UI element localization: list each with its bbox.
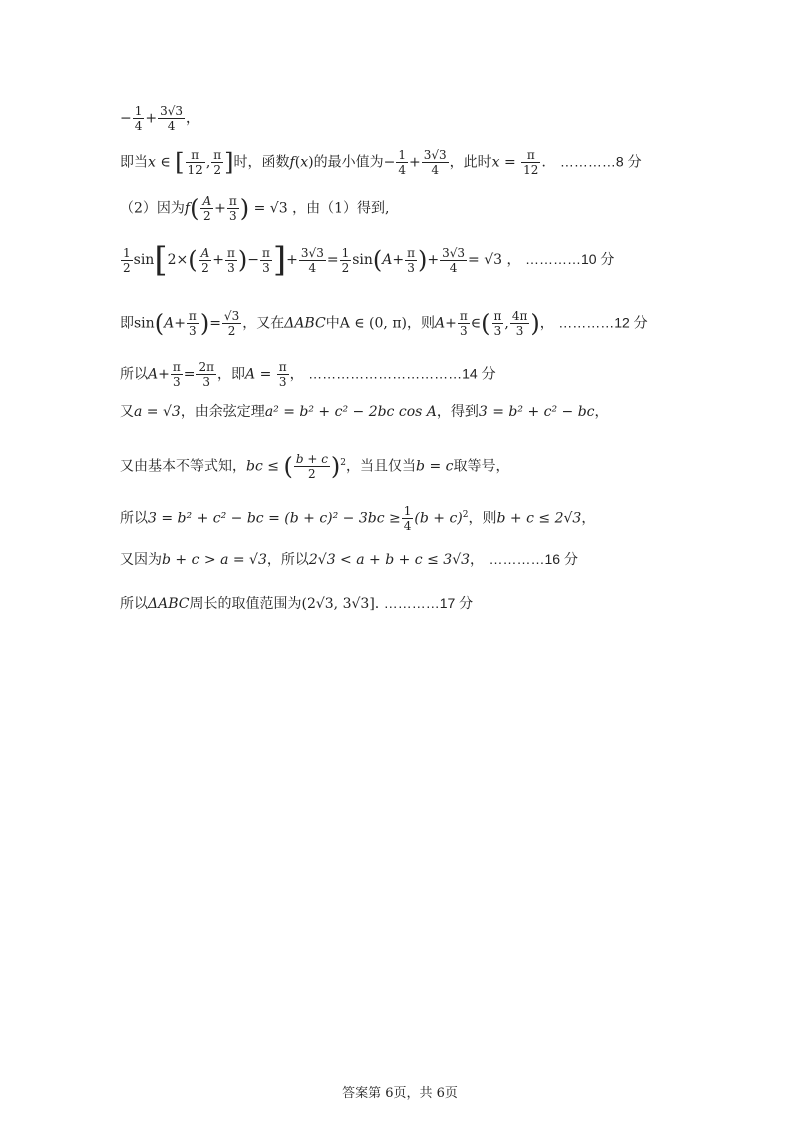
line-2: 即当x ∈ [ $\frac{\pi}{12}$ , $\frac{\pi}{2}$ ]时，函数f(x)的最小值为− $\frac{1}{4}$ + $\frac{3√3}{4}$ ，此时x = $\frac{\pi}{12}$ ． …………8 分 [120, 148, 642, 177]
score-12: …………12 分 [558, 314, 648, 331]
line-5: 即sin(A+ $\frac{\pi}{3}$ )= $\frac{√3}{2}$ ，又在ΔABC中A ∈ (0, π)，则A+ $\frac{\pi}{3}$ ∈( $\frac{\pi}{3}$ , $\frac{4\pi}{3}$ )， …………12 分 [120, 309, 648, 338]
score-16: …………16 分 [488, 551, 578, 567]
line-9: 所以3 = b² + c² − bc = (b + c)² − 3bc ≥ $\frac{1}{4}$ $(b + c)^2$，则b + c ≤ 2√3， [120, 504, 596, 533]
line-3: （2）因为f( $\frac{A}{2}$ + $\frac{\pi}{3}$ ) = √3 ，由（1）得到, [120, 194, 390, 223]
score-17: …………17 分 [383, 595, 474, 611]
line-10: 又因为b + c > a = √3，所以2√3 < a + b + c ≤ 3√3， …………16 分 [120, 551, 578, 568]
line-8: 又由基本不等式知，bc ≤ ( $\frac{b + c}{2}$ )$^2$，当且仅当b = c取等号， [120, 452, 510, 481]
line-1: − $\frac{1}{4}$ + $\frac{3√3}{4}$ ， [120, 104, 201, 133]
score-14: ……………………………14 分 [308, 365, 496, 382]
score-8: …………8 分 [559, 153, 642, 170]
line-11: 所以ΔABC周长的取值范围为(2√3, 3√3]. …………17 分 [120, 595, 474, 612]
line-4: $\frac{1}{2}$ sin[2×( $\frac{A}{2}$ + $\frac{\pi}{3}$ )− $\frac{\pi}{3}$ ]+ $\frac{3√3}{4}$ = $\frac{1}{2}$ sin(A+ $\frac{\pi}{3}$ )+ $\frac{3√3}{4}$ = √3 ， …………10 分 [123, 240, 615, 280]
page-footer: 答案第 6页，共 6页 [342, 1086, 458, 1101]
line-6: 所以A+ $\frac{\pi}{3}$ = $\frac{2\pi}{3}$ ，即A = $\frac{\pi}{3}$ ， ……………………………14 分 [120, 360, 496, 389]
line-7: 又a = √3，由余弦定理a² = b² + c² − 2bc cos A，得到3 = b² + c² − bc， [120, 404, 609, 420]
score-10: …………10 分 [524, 251, 615, 267]
